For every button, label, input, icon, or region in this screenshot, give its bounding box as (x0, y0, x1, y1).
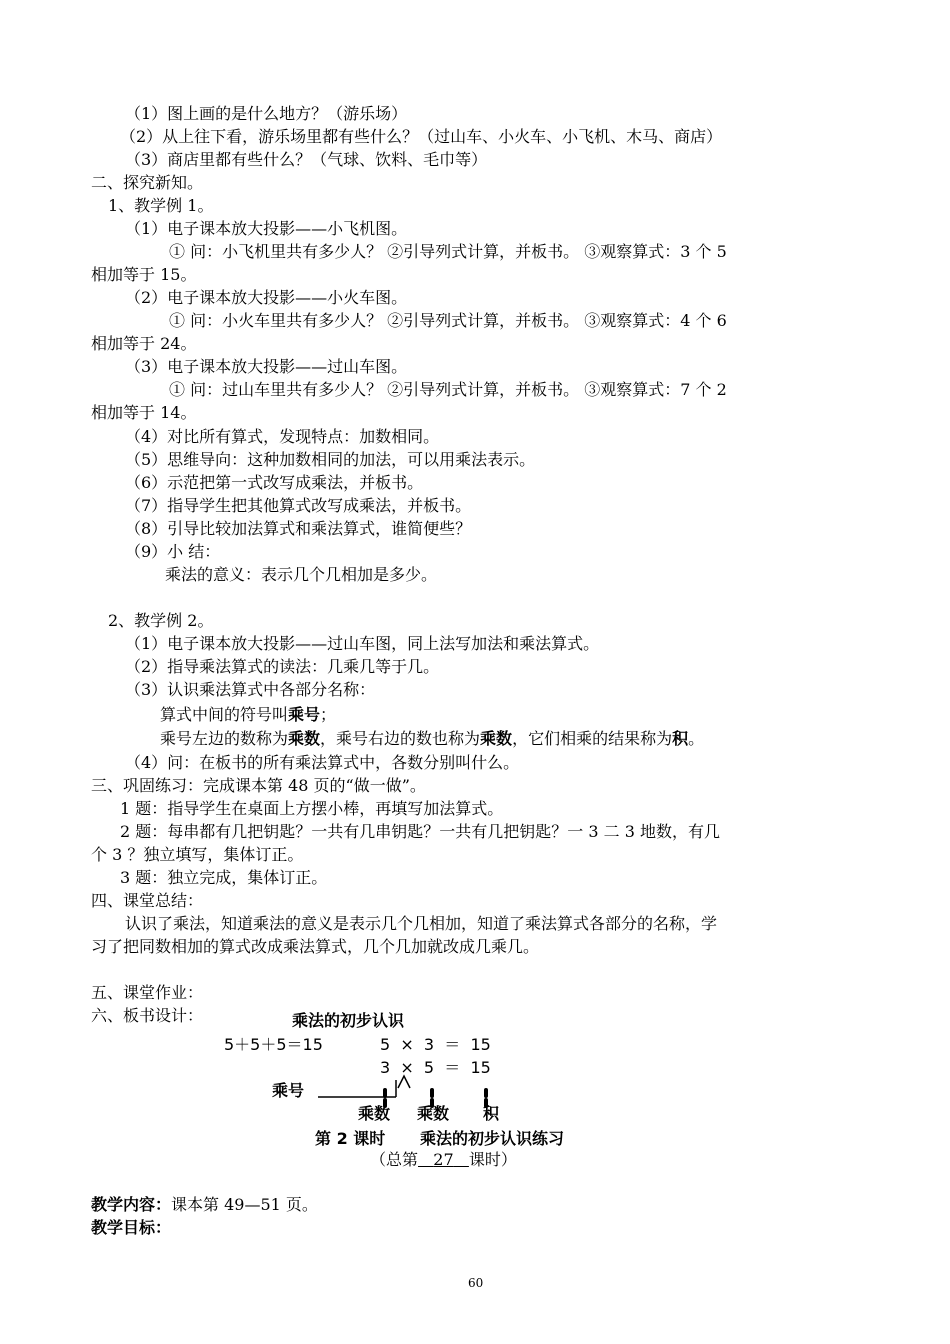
example-1-step-8: （8）引导比较加法算式和乘法算式，谁简便些？ (125, 519, 472, 538)
part-names-p1: 乘号左边的数称为 (160, 729, 289, 748)
example-2-heading: 2、教学例 2。 (108, 611, 214, 630)
term-factor-2: 乘数 (480, 729, 513, 748)
example-1-step-5: （5）思维导向：这种加数相同的加法，可以用乘法表示。 (125, 450, 536, 469)
lesson-total-prefix: （总第 (370, 1150, 419, 1169)
example-1-step-3: （3）电子课本放大投影——过山车图。 (125, 357, 408, 376)
example-1-step-9: （9）小 结： (125, 542, 221, 561)
term-multiplication-sign: 乘号 (288, 705, 321, 724)
page-number: 60 (468, 1276, 484, 1290)
board-factor-1-label: 乘数 (358, 1104, 391, 1123)
example-2-step-1: （1）电子课本放大投影——过山车图，同上法写加法和乘法算式。 (125, 634, 600, 653)
board-design-label: 六、板书设计： (91, 1006, 204, 1025)
example-1-step-1-cont: 相加等于 15。 (91, 265, 197, 284)
part-names-p4: 。 (688, 729, 705, 748)
teaching-goals-label: 教学目标： (91, 1218, 172, 1237)
example-1-step-7: （7）指导学生把其他算式改写成乘法，并板书。 (125, 496, 472, 515)
example-1-step-3-detail: ① 问：过山车里共有多少人？ ②引导列式计算，并板书。 ③观察算式：7 个 2 (169, 380, 727, 399)
lesson-total-count (370, 1149, 517, 1171)
exercise-3: 3 题：独立完成，集体订正。 (120, 868, 328, 887)
term-product: 积 (672, 729, 689, 748)
section-3-heading: 三、巩固练习：完成课本第 48 页的“做一做”。 (91, 776, 426, 795)
lesson-number: 第 2 课时 (315, 1129, 386, 1148)
section-2-heading: 二、探究新知。 (91, 173, 204, 192)
board-multiplication-2: 3 × 5 ＝ 15 (380, 1058, 491, 1077)
question-1: （1）图上画的是什么地方？（游乐场） (125, 104, 408, 123)
question-3: （3）商店里都有些什么？（气球、饮料、毛巾等） (125, 150, 488, 169)
teaching-content (91, 1194, 318, 1216)
board-title: 乘法的初步认识 (292, 1011, 405, 1030)
teaching-content-label: 教学内容： (91, 1195, 172, 1214)
example-1-step-4: （4）对比所有算式，发现特点：加数相同。 (125, 427, 440, 446)
board-factor-2-label: 乘数 (417, 1104, 450, 1123)
example-1-step-3-cont: 相加等于 14。 (91, 403, 197, 422)
lesson-total-number: 27 (433, 1150, 454, 1169)
part-names-p2: ，乘号右边的数也称为 (320, 729, 481, 748)
example-1-step-1: （1）电子课本放大投影——小飞机图。 (125, 219, 408, 238)
part-names-p3: ，它们相乘的结果称为 (512, 729, 673, 748)
multiplication-meaning: 乘法的意义：表示几个几相加是多少。 (165, 565, 438, 584)
term-factor-1: 乘数 (288, 729, 321, 748)
lesson-title: 乘法的初步认识练习 (420, 1129, 565, 1148)
teaching-content-text: 课本第 49—51 页。 (171, 1195, 318, 1214)
exercise-2: 2 题：每串都有几把钥匙？一共有几串钥匙？一共有几把钥匙？一 3 二 3 地数，有几 (120, 822, 720, 841)
section-4-heading: 四、课堂总结： (91, 891, 204, 910)
exercise-2-cont: 个 3 ？独立填写，集体订正。 (91, 845, 304, 864)
exercise-1: 1 题：指导学生在桌面上方摆小棒，再填写加法算式。 (120, 799, 504, 818)
summary-text: 认识了乘法，知道乘法的意义是表示几个几相加，知道了乘法算式各部分的名称，学 (125, 914, 718, 933)
sign-definition-prefix: 算式中间的符号叫 (160, 705, 289, 724)
example-1-step-1-detail: ① 问：小飞机里共有多少人？ ②引导列式计算，并板书。 ③观察算式：3 个 5 (169, 242, 727, 261)
summary-text-cont: 习了把同数相加的算式改成乘法算式，几个几加就改成几乘几。 (91, 937, 540, 956)
board-multiplication-1: 5 × 3 ＝ 15 (380, 1035, 491, 1054)
example-1-heading: 1、教学例 1。 (108, 196, 214, 215)
section-5-heading: 五、课堂作业： (91, 983, 204, 1002)
sign-definition-suffix: ； (320, 705, 337, 724)
board-addition-expression: 5＋5＋5＝15 (224, 1035, 323, 1054)
question-2: （2）从上往下看，游乐场里都有些什么？（过山车、小火车、小飞机、木马、商店） (120, 127, 723, 146)
example-1-step-2-cont: 相加等于 24。 (91, 334, 197, 353)
example-2-step-2: （2）指导乘法算式的读法：几乘几等于几。 (125, 657, 440, 676)
example-1-step-6: （6）示范把第一式改写成乘法，并板书。 (125, 473, 424, 492)
board-sign-label: 乘号 (272, 1081, 305, 1100)
example-1-step-2-detail: ① 问：小火车里共有多少人？ ②引导列式计算，并板书。 ③观察算式：4 个 6 (169, 311, 727, 330)
example-2-step-3: （3）认识乘法算式中各部分名称： (125, 680, 376, 699)
example-2-step-4: （4）问：在板书的所有乘法算式中，各数分别叫什么。 (125, 753, 520, 772)
board-product-label: 积 (483, 1104, 500, 1123)
lesson-total-suffix: 课时） (468, 1150, 517, 1169)
example-1-step-2: （2）电子课本放大投影——小火车图。 (125, 288, 408, 307)
